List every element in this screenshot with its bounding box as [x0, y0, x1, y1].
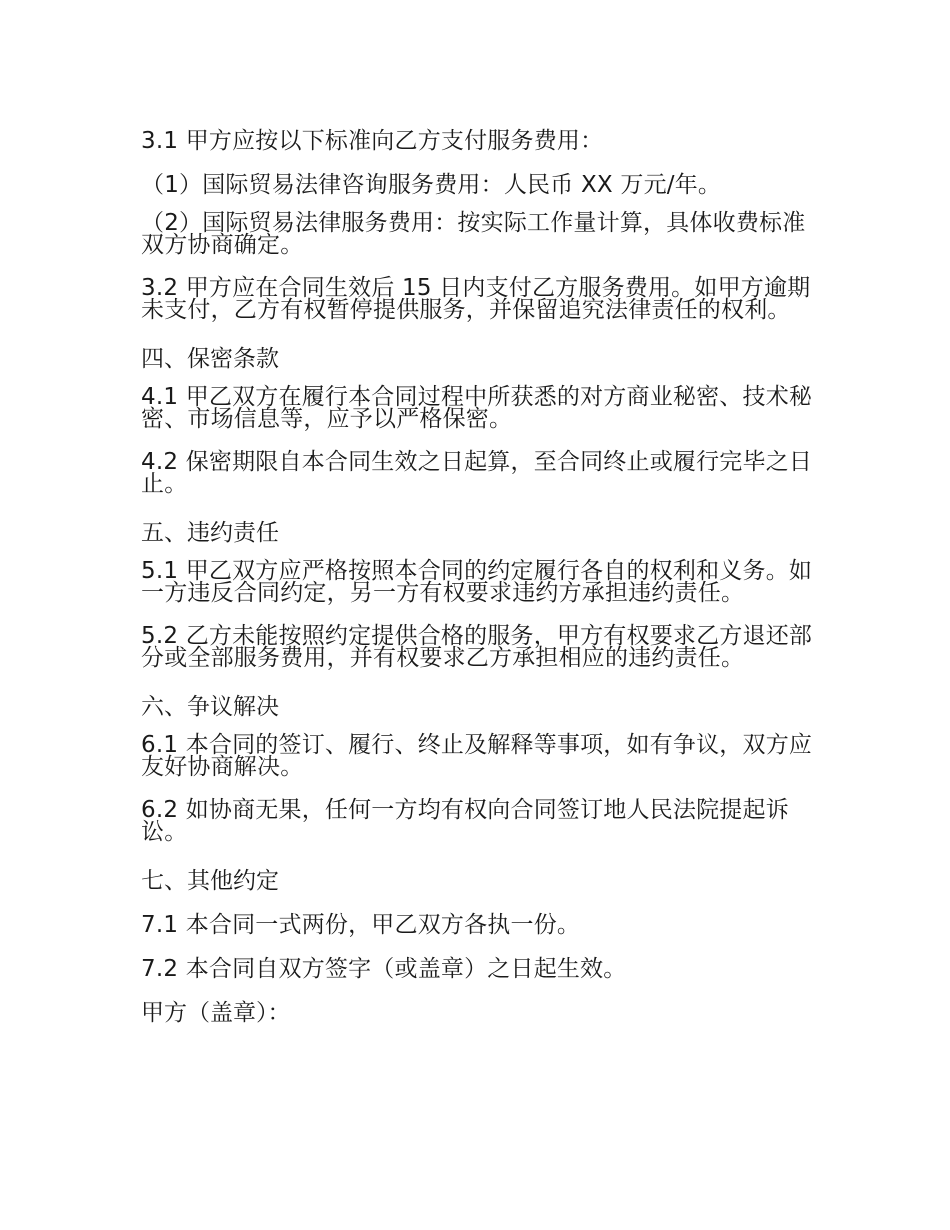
clause-4-2: 4.2 保密期限自本合同生效之日起算，至合同终止或履行完毕之日止。 — [141, 449, 813, 497]
section-heading-dispute: 六、争议解决 — [141, 694, 279, 720]
clause-3-1: 3.1 甲方应按以下标准向乙方支付服务费用： — [141, 128, 604, 154]
clause-7-1: 7.1 本合同一式两份，甲乙双方各执一份。 — [141, 912, 581, 938]
clause-3-1-item-2: （2）国际贸易法律服务费用：按实际工作量计算，具体收费标准双方协商确定。 — [141, 210, 806, 258]
clause-4-1: 4.1 甲乙双方在履行本合同过程中所获悉的对方商业秘密、技术秘密、市场信息等，应予以严格保密。 — [141, 384, 813, 432]
section-heading-confidentiality: 四、保密条款 — [141, 346, 279, 372]
section-heading-liability: 五、违约责任 — [141, 520, 279, 546]
clause-6-1: 6.1 本合同的签订、履行、终止及解释等事项，如有争议，双方应友好协商解决。 — [141, 732, 813, 780]
party-a-seal-label: 甲方（盖章）： — [141, 1000, 291, 1026]
section-heading-other: 七、其他约定 — [141, 868, 279, 894]
clause-5-2: 5.2 乙方未能按照约定提供合格的服务，甲方有权要求乙方退还部分或全部服务费用，并有权要求乙方承担相应的违约责任。 — [141, 623, 813, 671]
clause-6-2: 6.2 如协商无果，任何一方均有权向合同签订地人民法院提起诉讼。 — [141, 797, 789, 845]
clause-3-2: 3.2 甲方应在合同生效后 15 日内支付乙方服务费用。如甲方逾期未支付，乙方有权暂停提供服务，并保留追究法律责任的权利。 — [141, 275, 811, 323]
clause-5-1: 5.1 甲乙双方应严格按照本合同的约定履行各自的权利和义务。如一方违反合同约定，另一方有权要求违约方承担违约责任。 — [141, 558, 813, 606]
clause-3-1-item-1: （1）国际贸易法律咨询服务费用：人民币 XX 万元/年。 — [141, 172, 722, 198]
document-body — [141, 124, 816, 1040]
clause-7-2: 7.2 本合同自双方签字（或盖章）之日起生效。 — [141, 956, 627, 982]
